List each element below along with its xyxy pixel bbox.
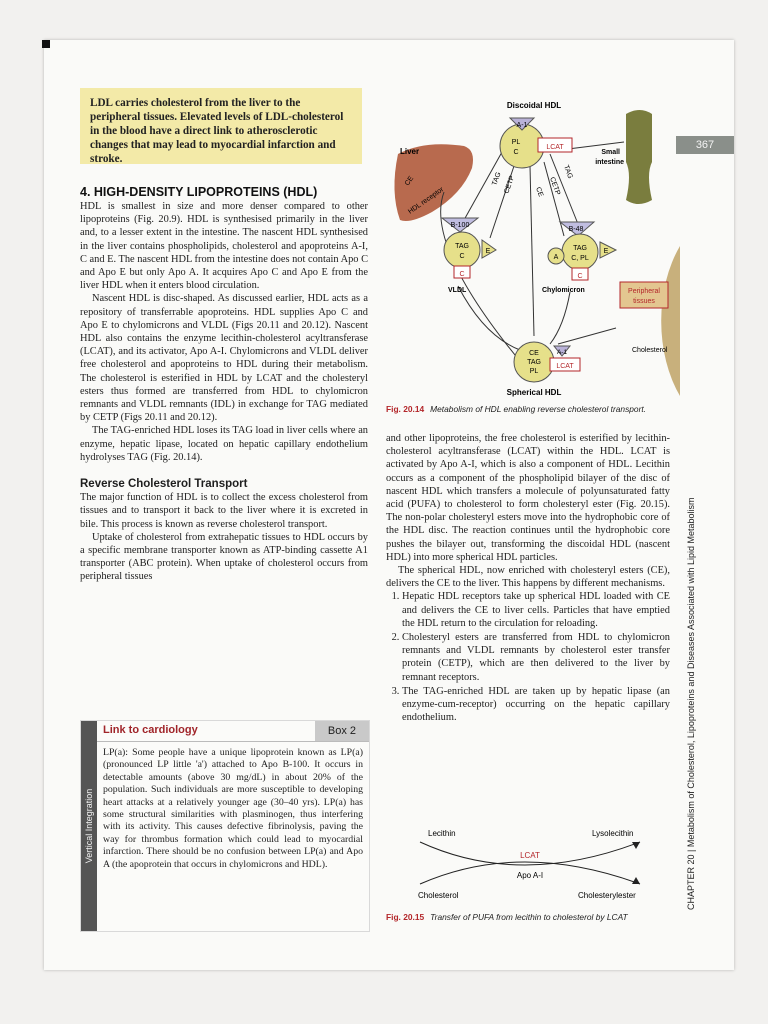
label-e-chylo: E <box>603 248 609 255</box>
paragraph-hdl-intro: HDL is smallest in size and more denser compared to other lipoproteins (Fig. 20.9). HDL is synthesised primarily in the liver and, to a lesser extent in the intestine. The nascent HDL synthesised in the liver contains phospholipids, cholesterol and apoproteins A-I, C and E. The nascent HDL from the intestine does not contain Apo C and Apo E but only Apo A. It acquires Apo C and Apo E from the liver HDL when it enters blood circulation. <box>80 201 368 292</box>
label-c-vldl: C <box>459 253 465 260</box>
label-cetp-left: CETP <box>503 174 517 195</box>
figure-caption-20-14 <box>386 404 646 414</box>
label-small-2: intestine <box>595 159 624 166</box>
label-discoidal-hdl: Discoidal HDL <box>506 101 562 110</box>
label-c: C <box>513 149 519 156</box>
label-cholesterol: Cholesterol <box>632 347 668 354</box>
fig-caption-text-20-14: Metabolism of HDL enabling reverse cholesterol transport. <box>430 404 647 414</box>
label-c-vldl-box: C <box>459 271 465 278</box>
paragraph-nascent-hdl: Nascent HDL is disc-shaped. As discussed earlier, HDL acts as a repository of transferrable apoproteins. HDL supplies Apo C and Apo E to chylomicrons and VLDL (Figs 20.11 and 20.12). Nascent HDL also contains the enzyme lecithin-cholesterol acyltransferase (LCAT), and its activator, Apo A-I. Chylomicrons and VLDL deliver free cholesterol and apoproteins to HDL during their metabolism. The cholesterol is esterified in HDL by LCAT and the cholesteryl esters thus formed are transferred from HDL to chylomicron remnants and VLDL remnants (IDL) in exchange for TAG mediated by CETP (Figs 20.11 and 20.12). <box>80 293 368 424</box>
fig-number-20-15: Fig. 20.15 <box>386 912 425 922</box>
page-number: 367 <box>676 136 734 154</box>
label-peripheral-2: tissues <box>633 298 655 305</box>
label-cholesterol-reactant: Cholesterol <box>418 891 459 900</box>
box-number: Box 2 <box>315 721 369 741</box>
box-link-to-cardiology <box>80 720 370 932</box>
subheading-reverse: Reverse Cholesterol Transport <box>80 478 248 491</box>
small-intestine-shape <box>626 110 652 204</box>
label-pl: PL <box>511 139 521 146</box>
label-pl-spherical: PL <box>529 368 539 375</box>
label-tag-chylo: TAG <box>573 245 587 252</box>
mechanism-list <box>386 590 670 724</box>
list-item: 3. The TAG-enriched HDL are taken up by hepatic lipase (an enzyme-cum-receptor) occurring on the hepatic capillary endothelium. <box>402 685 670 725</box>
label-cholesterylester: Cholesterylester <box>578 891 636 900</box>
label-hdl-receptor: HDL receptor <box>407 186 446 216</box>
label-cpl: C, PL <box>571 255 589 262</box>
label-b100: B-100 <box>450 222 470 229</box>
label-liver: Liver <box>400 147 420 156</box>
label-small-1: Small <box>601 149 620 156</box>
right-column <box>386 432 670 725</box>
callout-box <box>80 88 362 164</box>
label-cetp-right: CETP <box>548 176 562 197</box>
label-tag-vldl: TAG <box>455 243 469 250</box>
figure-hdl-metabolism <box>384 96 680 402</box>
paragraph-lcat: and other lipoproteins, the free cholesterol is esterified by lecithin-cholesterol acyltransferase (LCAT) within the HDL. LCAT is activated by Apo A-I, which is also a component of HDL. Lecithin occurs as a component of the phospholipid bilayer of the disc of nascent HDL which transfers a molecule of polyunsaturated fatty acid (PUFA) to cholesterol to form cholesteryl ester (Fig. 20.15). The non-polar cholesteryl esters move into the hydrophobic core of the HDL disc. The reaction continues until the hydrophobic core pushes the bilayer out, transforming the discoidal HDL (nascent HDL) into more spherical HDL particles. <box>386 433 670 563</box>
label-lcat-discoidal: LCAT <box>546 144 564 151</box>
list-item: 1. Hepatic HDL receptors take up spherical HDL loaded with CE and delivers the CE to liver cells. Particles that have emptied the HDL return to the circulation for reloading. <box>402 590 670 630</box>
label-chylomicron: Chylomicron <box>542 287 585 294</box>
paragraph-reverse-1: The major function of HDL is to collect the excess cholesterol from tissues and to transport it back to the liver where it is excreted in bile. This process is known as reverse cholesterol transport. <box>80 492 368 530</box>
left-column <box>80 200 368 584</box>
list-item: 2. Cholesteryl esters are transferred from HDL to chylomicron remnants and VLDL remnants by cholesterol ester transfer protein (CETP), which are then delivered to the liver by remnant receptors. <box>402 631 670 684</box>
label-ce-spherical: CE <box>529 350 539 357</box>
label-vldl: VLDL <box>448 287 467 294</box>
label-lcat-spherical: LCAT <box>556 363 574 370</box>
label-a1-spherical: A-1 <box>556 349 568 356</box>
box-title: Link to cardiology <box>103 724 198 736</box>
label-ce-liver: CE <box>403 175 416 188</box>
vertical-integration-label: Vertical Integration <box>84 788 94 864</box>
paragraph-reverse-2: Uptake of cholesterol from extrahepatic tissues to HDL occurs by a specific membrane transporter known as ATP-binding cassette A1 transporter (ABC protein). When uptake of cholesterol occurs from peripheral tissues <box>80 531 368 583</box>
label-ce-mid: CE <box>534 186 545 198</box>
label-tag-left: TAG <box>491 171 503 187</box>
label-tag-spherical: TAG <box>527 359 541 366</box>
fig-number-20-14: Fig. 20.14 <box>386 404 425 414</box>
label-c-chylo-box: C <box>577 273 583 280</box>
label-a-chylo: A <box>553 254 559 261</box>
box-header <box>97 721 369 742</box>
figure-caption-20-15 <box>386 912 628 922</box>
fig-caption-text-20-15: Transfer of PUFA from lecithin to cholesterol by LCAT <box>430 912 628 922</box>
paragraph-tag-enriched: The TAG-enriched HDL loses its TAG load in liver cells where an enzyme, hepatic lipase, located on hepatic capillary endothelium hydrolyses TAG (Fig. 20.14). <box>80 425 368 463</box>
label-e-vldl: E <box>485 248 491 255</box>
vertical-integration-bar <box>81 721 97 931</box>
label-apo-a1: Apo A-I <box>516 871 544 880</box>
label-spherical-hdl: Spherical HDL <box>506 388 562 397</box>
label-peripheral-1: Peripheral <box>628 288 660 295</box>
chylomicron-particle <box>562 234 598 270</box>
vldl-particle <box>444 232 480 268</box>
figure-lcat-reaction <box>400 822 660 904</box>
label-a1: A-1 <box>516 122 528 129</box>
label-b48: B-48 <box>568 226 584 233</box>
label-lysolecithin: Lysolecithin <box>592 829 634 838</box>
box-text: LP(a): Some people have a unique lipoprotein known as LP(a) (pronounced LP little 'a') attached to Apo B-100. It occurs in detectable amounts (above 30 mg/dL) in about 20% of the population. Such individuals are more susceptible to developing heart attacks at a relatively younger age (30–40 yrs). LP(a) has some structural similarities with plasminogen, thus interfering with its activity. This causes defective fibrinolysis, paving the way for thrombus formation which could lead to myocardial infarction. There should be no confusion between LP(a) and Apo A (the apoprotein that occurs in chylomicrons and HDL). <box>103 747 363 870</box>
callout-text: LDL carries cholesterol from the liver to the peripheral tissues. Elevated levels of LDL-cholesterol in the blood have a direct link to atherosclerotic changes that may lead to myocardial infarction and stroke. <box>90 97 344 165</box>
section-heading: 4. HIGH-DENSITY LIPOPROTEINS (HDL) <box>80 185 318 199</box>
label-lcat-reaction: LCAT <box>520 851 540 860</box>
peripheral-tissue-shape <box>661 246 680 396</box>
label-lecithin: Lecithin <box>428 829 456 838</box>
page-corner-mark <box>42 40 50 48</box>
label-tag-right: TAG <box>562 164 574 180</box>
paragraph-spherical-hdl: The spherical HDL, now enriched with cholesteryl esters (CE), delivers the CE to the liver. This happens by different mechanisms. <box>386 565 670 590</box>
